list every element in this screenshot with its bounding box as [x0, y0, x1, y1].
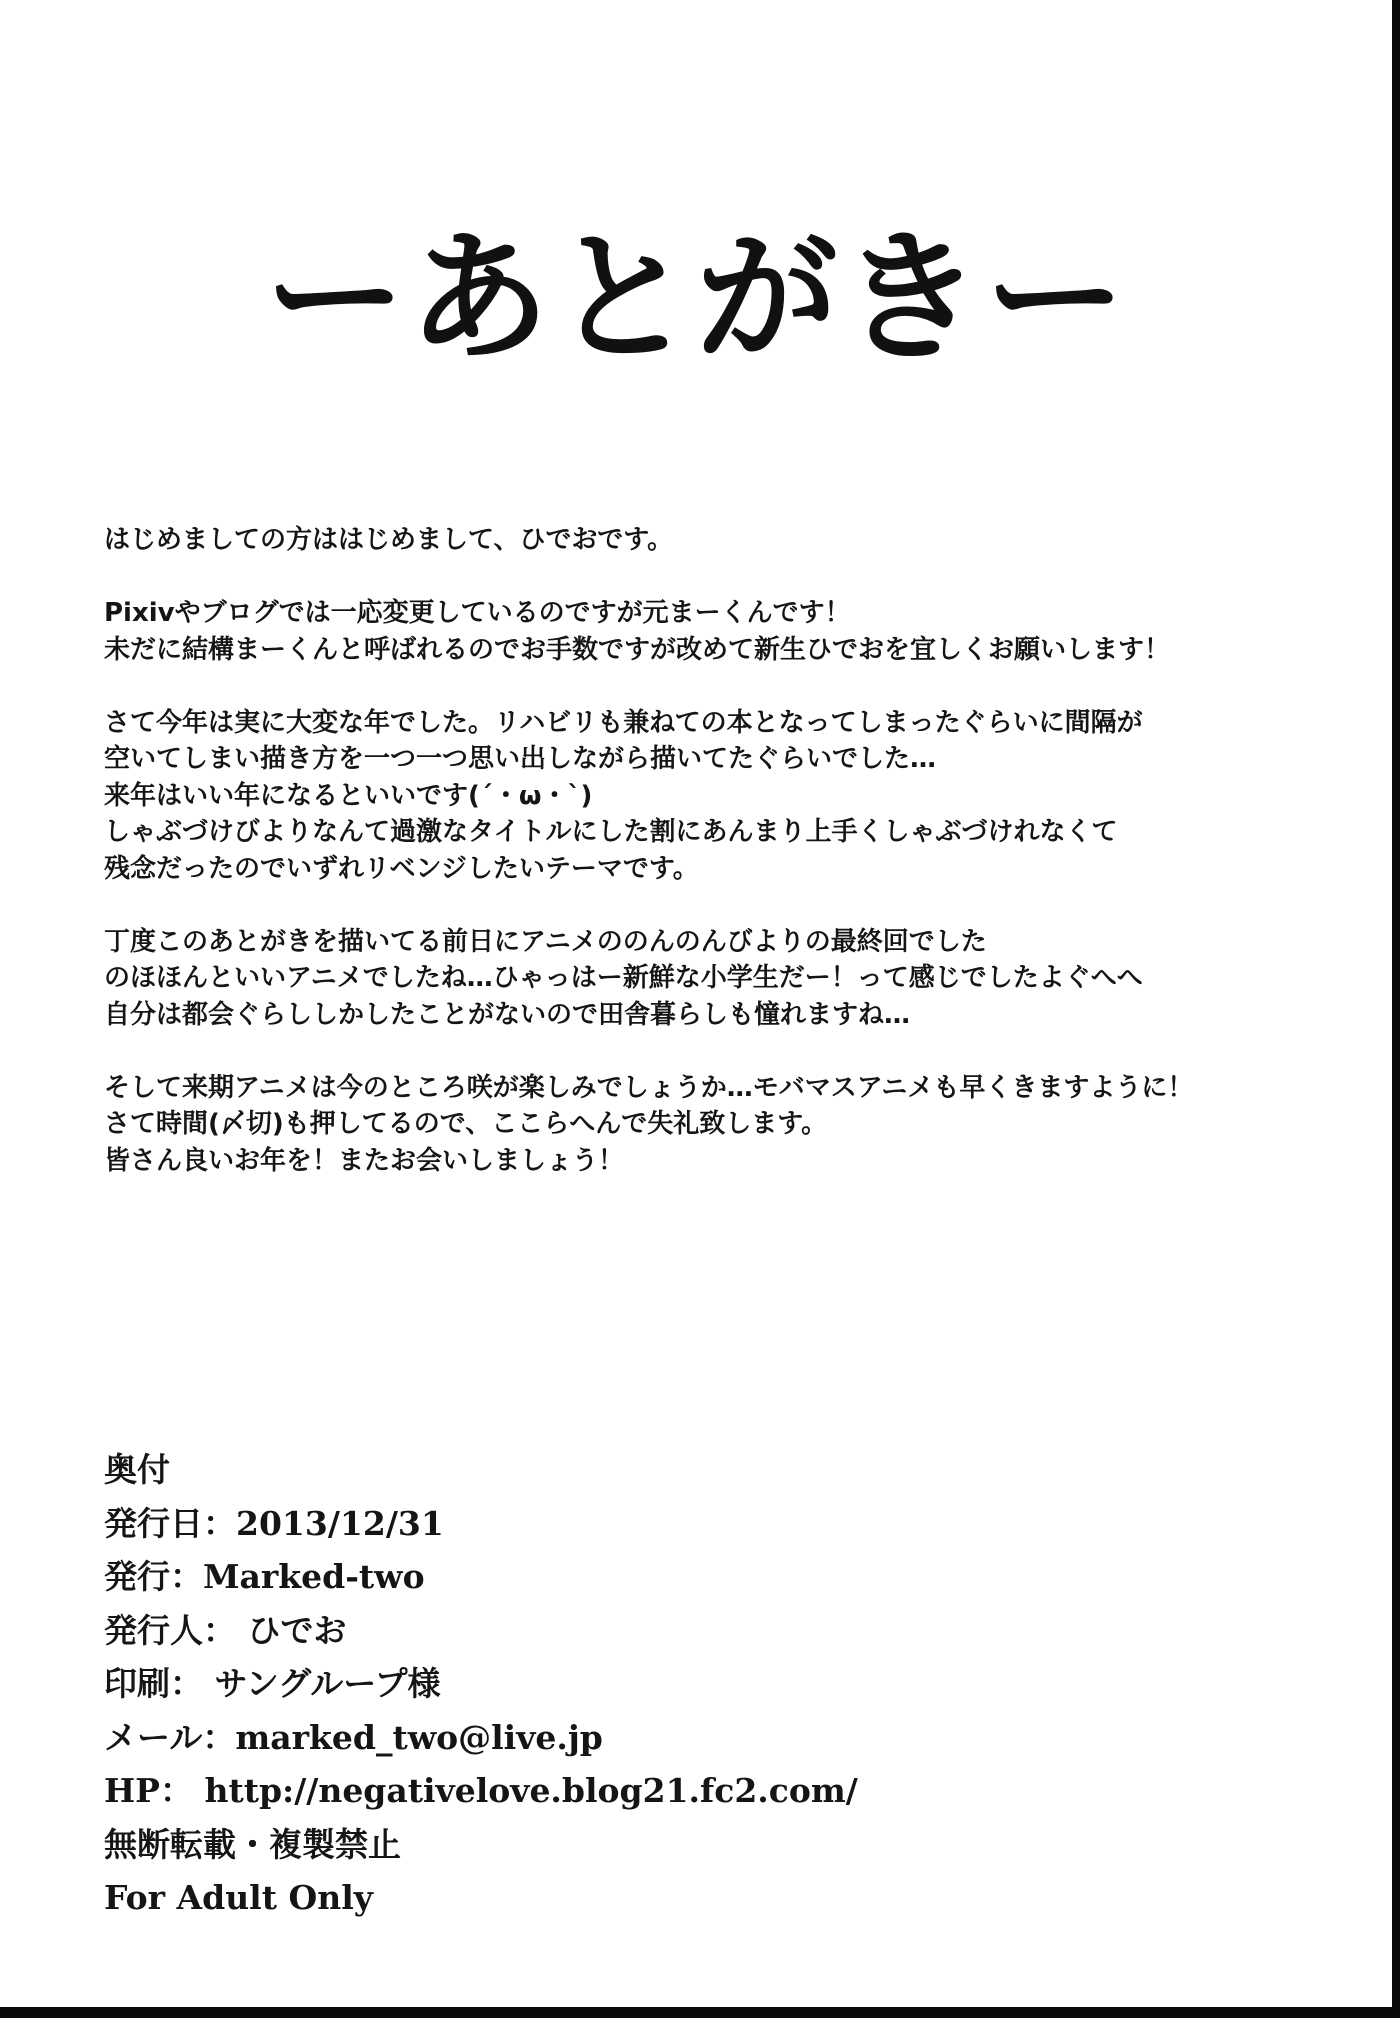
paragraph-closing — [104, 1070, 1334, 1180]
colophon-mail: メール：marked_two@live.jp — [104, 1717, 603, 1757]
text-line: さて今年は実に大変な年でした。リハビリも兼ねての本となってしまったぐらいに間隔が — [104, 707, 1143, 738]
colophon-notice: 無断転載・複製禁止 — [104, 1824, 401, 1864]
text-line: そして来期アニメは今のところ咲が楽しみでしょうか…モバマスアニメも早くきますように！ — [104, 1072, 1194, 1103]
colophon-date: 発行日：2013/12/31 — [104, 1503, 444, 1543]
text-line: さて時間(〆切)も押してるので、ここらへんで失礼致します。 — [104, 1109, 828, 1139]
page-title: ーあとがきー — [264, 215, 1128, 381]
scan-edge-bottom — [0, 2007, 1400, 2018]
colophon-rating: For Adult Only — [104, 1878, 373, 1917]
colophon-heading: 奥付 — [104, 1450, 170, 1489]
text-line: のほほんといいアニメでしたね…ひゃっはー新鮮な小学生だー！って感じでしたよぐへへ — [104, 963, 1143, 993]
text-line: 丁度このあとがきを描いてる前日にアニメののんのんびよりの最終回でした — [104, 926, 987, 957]
colophon-printer: 印刷： サングループ様 — [104, 1664, 441, 1703]
text-line: 来年はいい年になるといいです(´・ω・`) — [104, 780, 593, 811]
paragraph-year-review — [104, 705, 1334, 888]
colophon-publisher: 発行：Marked-two — [104, 1557, 425, 1596]
paragraph-greeting — [104, 522, 1334, 559]
paragraph-anime — [104, 924, 1334, 1034]
colophon-homepage: HP： http://negativelove.blog21.fc2.com/ — [104, 1771, 858, 1810]
text-line: 空いてしまい描き方を一つ一つ思い出しながら描いてたぐらいでした… — [104, 744, 937, 774]
text-line: しゃぶづけびよりなんて過激なタイトルにした割にあんまり上手くしゃぶづけれなくて — [104, 817, 1118, 847]
text-line: はじめましての方ははじめまして、ひでおです。 — [104, 525, 674, 555]
text-line: 皆さん良いお年を！またお会いしましょう！ — [104, 1145, 625, 1176]
text-line: 残念だったのでいずれリベンジしたいテーマです。 — [104, 853, 699, 884]
colophon — [104, 1443, 1204, 1925]
afterword-body — [104, 522, 1334, 1216]
scan-edge-right — [1392, 0, 1400, 2018]
text-line: 自分は都会ぐらししかしたことがないので田舎暮らしも憧れますね… — [104, 999, 911, 1030]
text-line: 未だに結構まーくんと呼ばれるのでお手数ですが改めて新生ひでおを宜しくお願いします！ — [104, 634, 1171, 665]
paragraph-name-change — [104, 595, 1334, 668]
colophon-author: 発行人： ひでお — [104, 1610, 347, 1650]
text-line: Pixivやブログでは一応変更しているのですが元まーくんです！ — [104, 598, 851, 628]
